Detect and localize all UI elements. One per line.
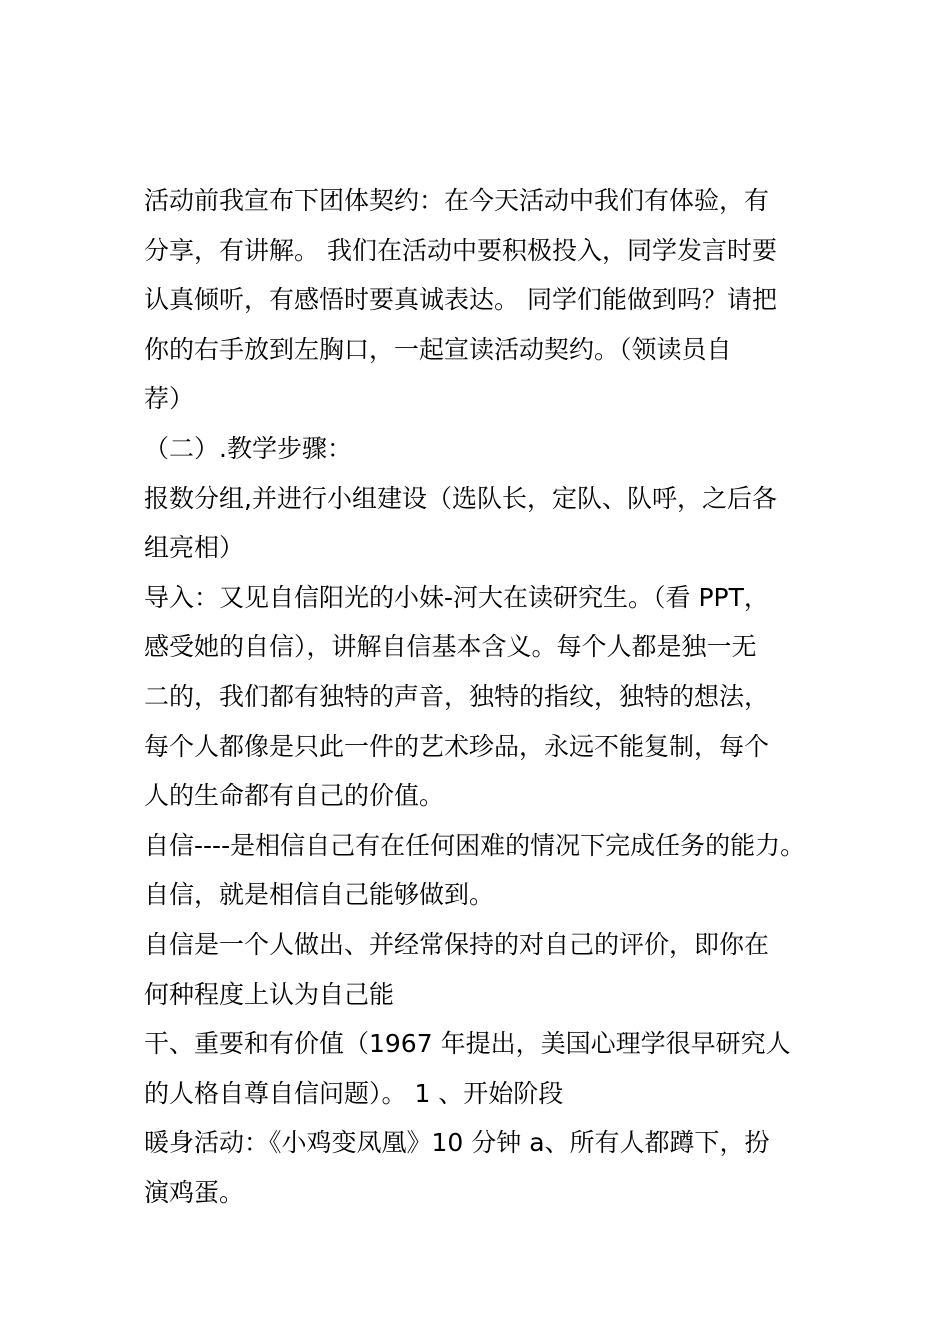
text-line: 演鸡蛋。 [144, 1177, 245, 1207]
text-line: 自信是一个人做出、并经常保持的对自己的评价，即你在 [144, 929, 770, 959]
text-line: 二的，我们都有独特的声音，独特的指纹，独特的想法， [144, 681, 770, 711]
text-line: 何种程度上认为自己能 [144, 979, 395, 1009]
text-line: 组亮相） [144, 533, 245, 563]
text-line: 荐） [144, 384, 195, 414]
text-line: 感受她的自信），讲解自信基本含义。每个人都是独一无 [144, 632, 757, 662]
text-line: 报数分组,并进行小组建设（选队长，定队、队呼，之后各 [144, 483, 777, 513]
text-line: 自信----是相信自己有在任何困难的情况下完成任务的能力。 [144, 830, 806, 860]
text-line: 认真倾听，有感悟时要真诚表达。 同学们能做到吗？请把 [144, 285, 777, 315]
text-line: 干、重要和有价值（1967 年提出，美国心理学很早研究人 [144, 1029, 791, 1059]
text-line: 你的右手放到左胸口，一起宣读活动契约。（领读员自 [144, 334, 732, 364]
text-line: 导入：又见自信阳光的小妹-河大在读研究生。（看 PPT， [144, 582, 769, 612]
text-line: 人的生命都有自己的价值。 [144, 781, 445, 811]
document-body [144, 176, 824, 1217]
text-line: 活动前我宣布下团体契约：在今天活动中我们有体验，有 [144, 186, 770, 215]
text-line: 自信，就是相信自己能够做到。 [144, 880, 495, 910]
text-line: 分享，有讲解。 我们在活动中要积极投入，同学发言时要 [144, 235, 777, 265]
text-line: 暖身活动：《小鸡变凤凰》10 分钟 a、所有人都蹲下，扮 [144, 1128, 770, 1158]
text-line: 的人格自尊自信问题）。 1 、开始阶段 [144, 1078, 564, 1108]
section-heading: （二）.教学步骤： [144, 433, 352, 463]
text-line: 每个人都像是只此一件的艺术珍品，永远不能复制，每个 [144, 731, 770, 761]
